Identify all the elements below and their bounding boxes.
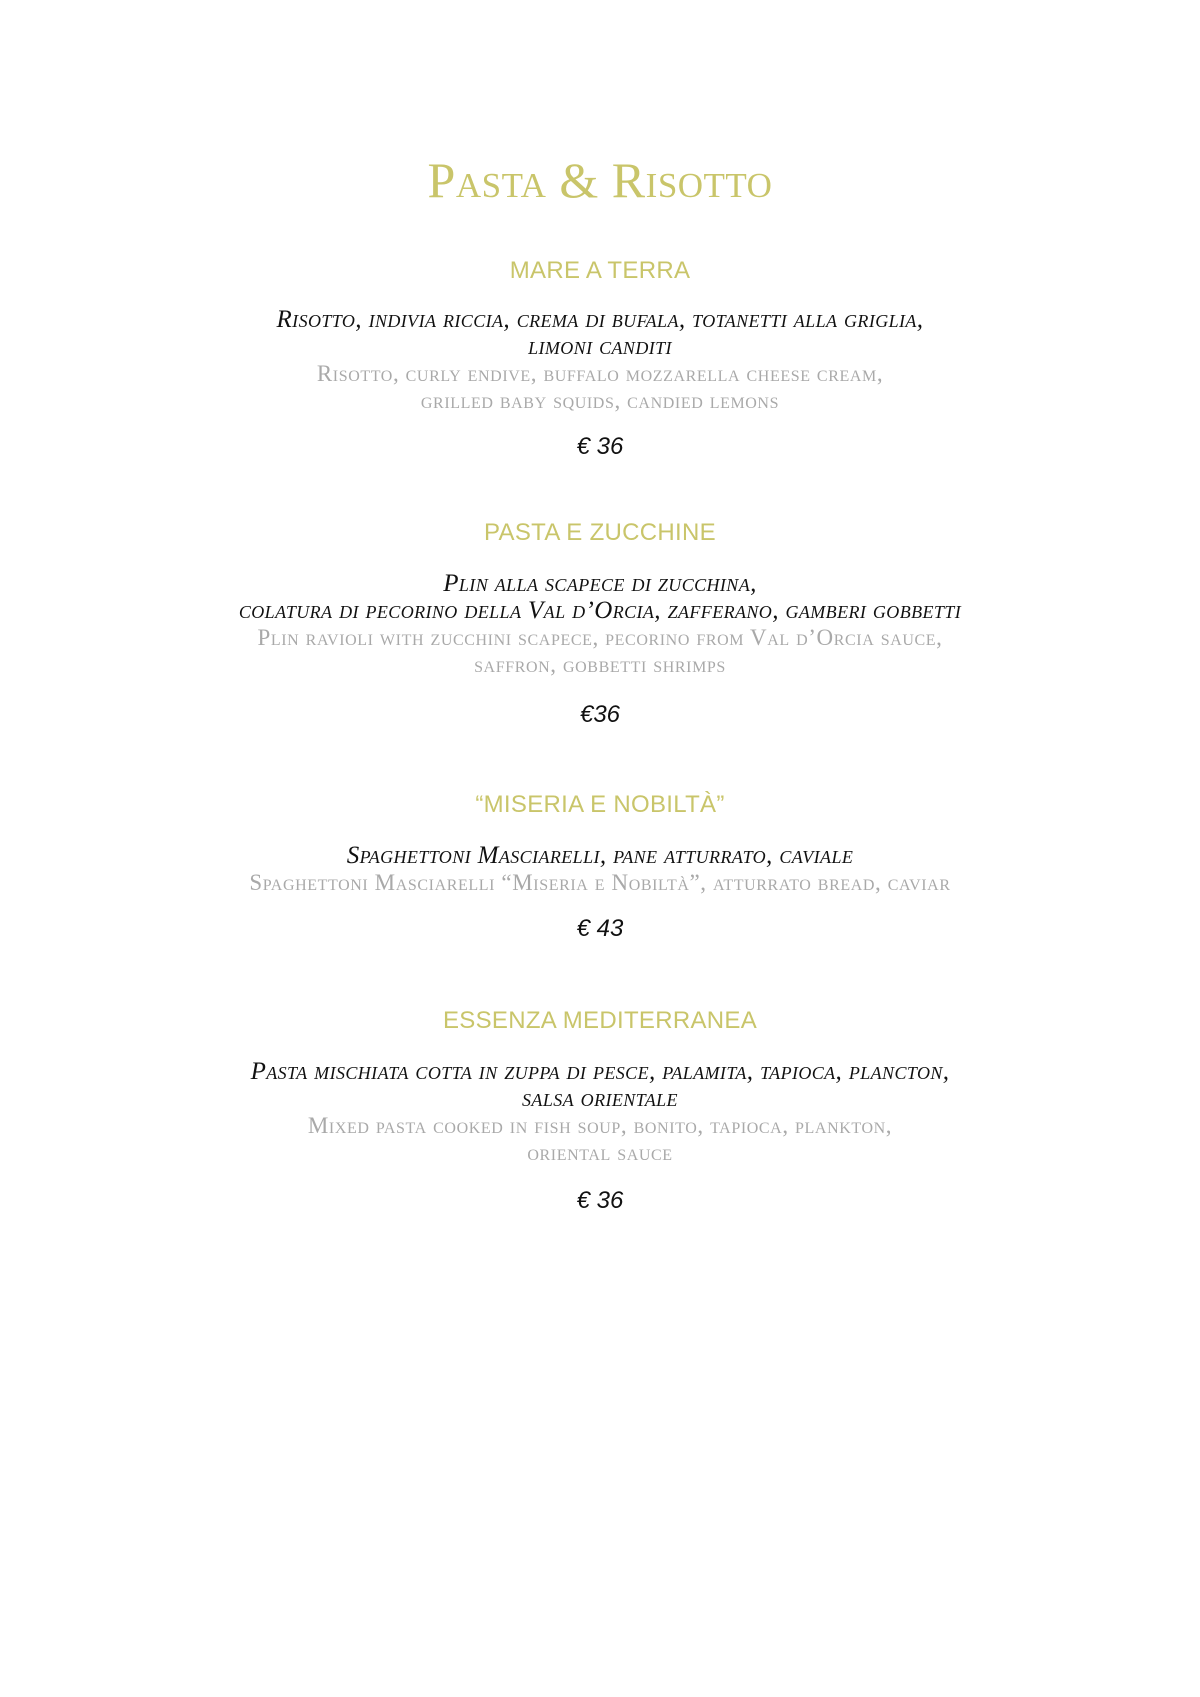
section-heading: “MISERIA E NOBILTÀ” [475, 791, 725, 818]
dish-price: €36 [579, 701, 621, 728]
page-title: Pasta & Risotto [427, 152, 773, 208]
dish-price: € 43 [576, 915, 624, 942]
dish-line: Plin alla scapece di zucchina, [443, 570, 757, 597]
dish-price: € 36 [576, 433, 624, 460]
dish-line: colatura di pecorino della Val d’Orcia, zafferano, gamberi gobbetti [238, 597, 962, 624]
dish-name-english [0, 360, 1200, 414]
dish-line: grilled baby squids, candied lemons [420, 388, 780, 413]
menu-section-essenza-mediterranea [0, 1006, 1200, 1216]
menu-section-mare-a-terra [0, 256, 1200, 462]
dish-line: Spaghettoni Masciarelli “Miseria e Nobiltà”, atturrato bread, caviar [249, 870, 951, 895]
dish-line: salsa orientale [522, 1085, 678, 1112]
dish-name-italian [0, 306, 1200, 360]
dish-line: saffron, gobbetti shrimps [474, 652, 726, 677]
dish-name-italian [0, 1058, 1200, 1112]
dish-line: Risotto, curly endive, buffalo mozzarella cheese cream, [316, 361, 884, 386]
dish-line: Mixed pasta cooked in fish soup, bonito, tapioca, plankton, [307, 1113, 893, 1138]
section-heading: PASTA E ZUCCHINE [484, 519, 716, 546]
dish-line: oriental sauce [527, 1140, 673, 1165]
dish-line: Risotto, indivia riccia, crema di bufala, totanetti alla griglia, [276, 306, 924, 333]
dish-price: € 36 [576, 1187, 624, 1214]
dish-name-english [0, 1112, 1200, 1166]
dish-name-english [0, 624, 1200, 678]
menu-section-miseria-e-nobilta [0, 790, 1200, 944]
dish-line: Spaghettoni Masciarelli, pane atturrato, caviale [346, 842, 854, 869]
dish-name-italian [0, 570, 1200, 624]
dish-name-italian [0, 842, 1200, 869]
menu-section-pasta-e-zucchine [0, 518, 1200, 730]
dish-line: limoni canditi [528, 333, 672, 360]
dish-name-english [0, 869, 1200, 896]
section-heading: MARE A TERRA [509, 257, 691, 284]
dish-line: Plin ravioli with zucchini scapece, pecorino from Val d’Orcia sauce, [257, 625, 943, 650]
section-heading: ESSENZA MEDITERRANEA [442, 1007, 758, 1034]
dish-line: Pasta mischiata cotta in zuppa di pesce, palamita, tapioca, plancton, [250, 1058, 950, 1085]
